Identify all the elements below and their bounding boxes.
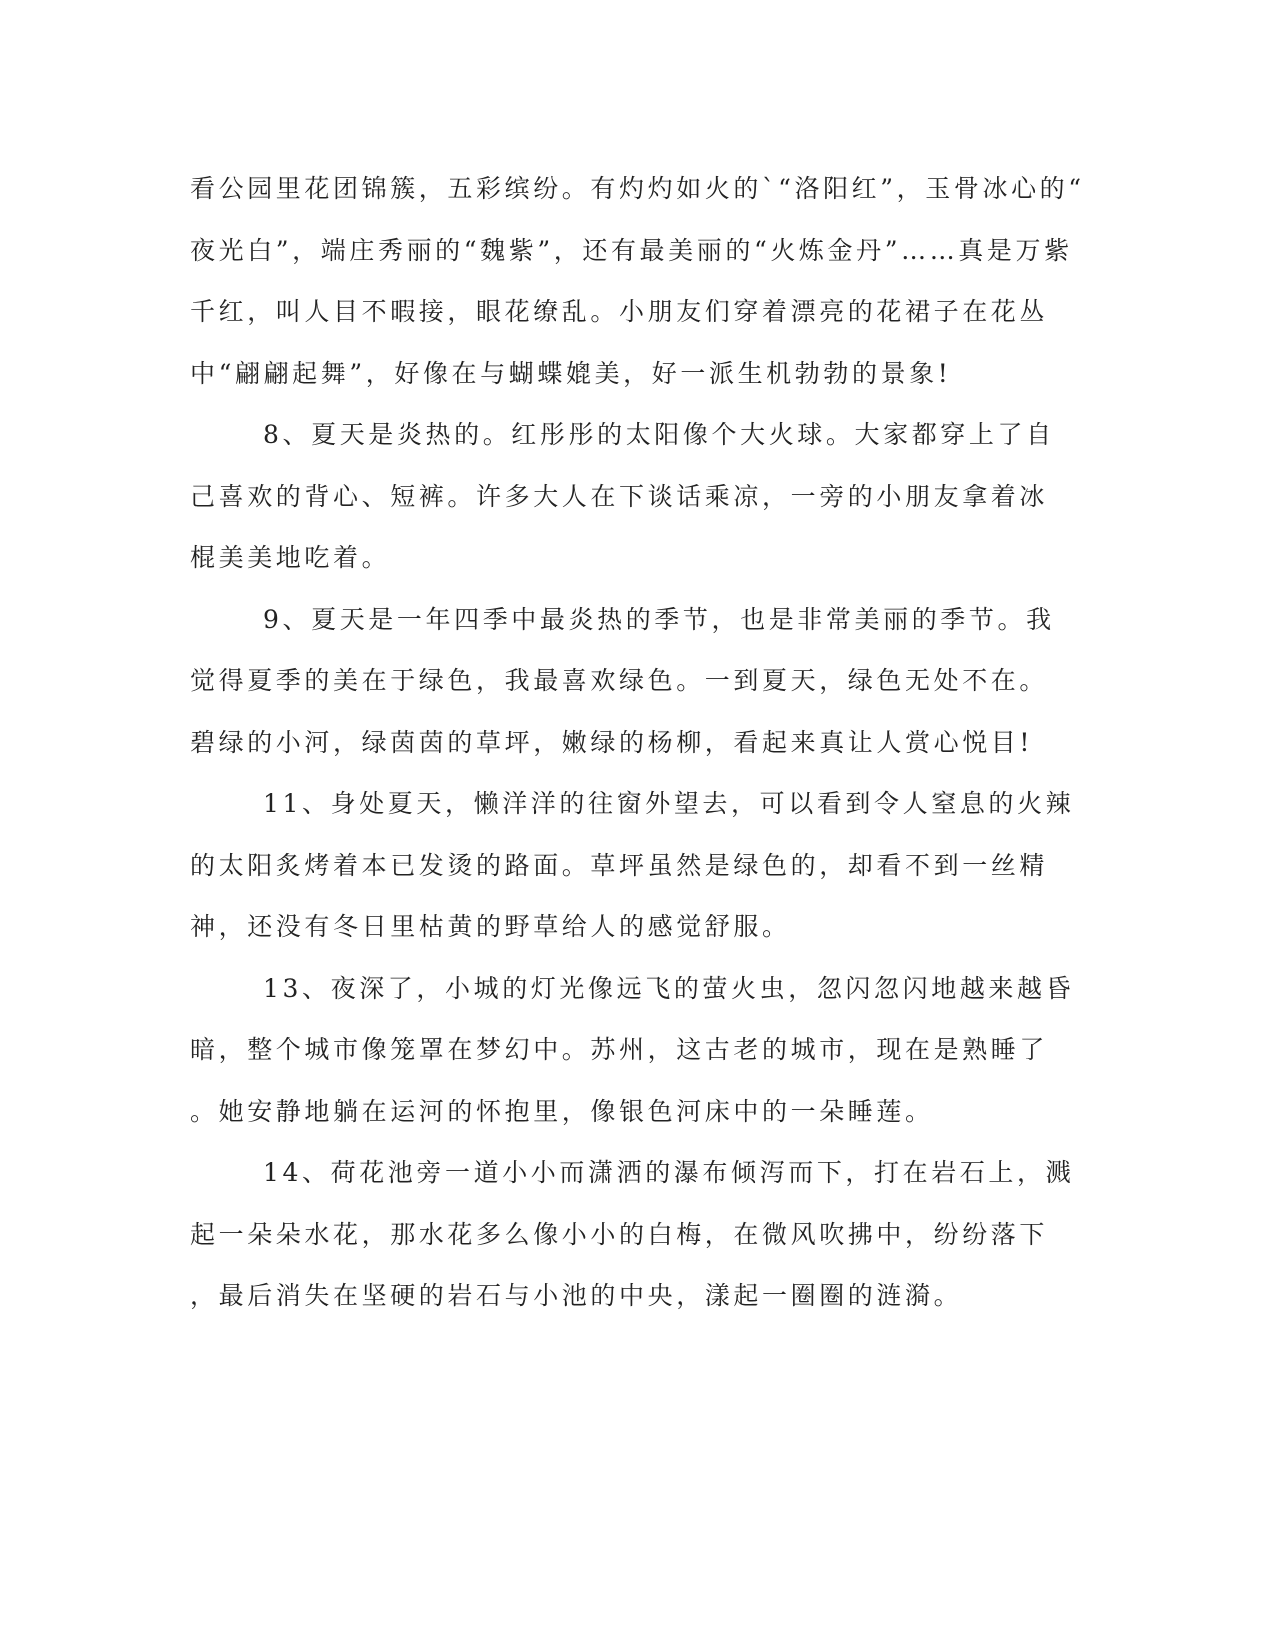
text-line: 11、身处夏天，懒洋洋的往窗外望去，可以看到令人窒息的火辣 — [263, 789, 1075, 818]
text-line: 看公园里花团锦簇，五彩缤纷。有灼灼如火的`“洛阳红”，玉骨冰心的“ — [190, 174, 1085, 203]
text-line: 起一朵朵水花，那水花多么像小小的白梅，在微风吹拂中，纷纷落下 — [190, 1219, 1049, 1249]
text-line: 。她安静地躺在运河的怀抱里，像银色河床中的一朵睡莲。 — [190, 1096, 934, 1126]
text-line: 中“翩翩起舞”，好像在与蝴蝶媲美，好一派生机勃勃的景象! — [190, 358, 952, 388]
paragraph — [190, 773, 1080, 958]
paragraph — [190, 958, 1080, 1143]
document-body — [190, 158, 1085, 1327]
text-line: 14、荷花池旁一道小小而潇洒的瀑布倾泻而下，打在岩石上，溅 — [263, 1158, 1075, 1187]
text-line: 己喜欢的背心、短裤。许多大人在下谈话乘凉，一旁的小朋友拿着冰 — [190, 481, 1049, 511]
text-line: 的太阳炙烤着本已发烫的路面。草坪虽然是绿色的，却看不到一丝精 — [190, 850, 1049, 880]
text-line: 碧绿的小河，绿茵茵的草坪，嫩绿的杨柳，看起来真让人赏心悦目! — [190, 727, 1034, 757]
text-line: 夜光白”，端庄秀丽的“魏紫”，还有最美丽的“火炼金丹”……真是万紫 — [190, 235, 1073, 265]
text-line: 觉得夏季的美在于绿色，我最喜欢绿色。一到夏天，绿色无处不在。 — [190, 666, 1049, 695]
paragraph — [190, 404, 1080, 589]
text-line: 9、夏天是一年四季中最炎热的季节，也是非常美丽的季节。我 — [263, 604, 1055, 634]
paragraph — [190, 1142, 1080, 1327]
text-line: 棍美美地吃着。 — [190, 543, 391, 572]
text-line: ，最后消失在坚硬的岩石与小池的中央，漾起一圈圈的涟漪。 — [190, 1281, 963, 1310]
text-line: 千红，叫人目不暇接，眼花缭乱。小朋友们穿着漂亮的花裙子在花丛 — [190, 297, 1049, 326]
text-line: 暗，整个城市像笼罩在梦幻中。苏州，这古老的城市，现在是熟睡了 — [190, 1035, 1049, 1064]
paragraph — [190, 589, 1080, 774]
text-line: 13、夜深了，小城的灯光像远飞的萤火虫，忽闪忽闪地越来越昏 — [263, 973, 1075, 1003]
text-line: 8、夏天是炎热的。红彤彤的太阳像个大火球。大家都穿上了自 — [263, 420, 1055, 449]
text-line: 神，还没有冬日里枯黄的野草给人的感觉舒服。 — [190, 912, 791, 941]
paragraph — [190, 158, 1085, 404]
